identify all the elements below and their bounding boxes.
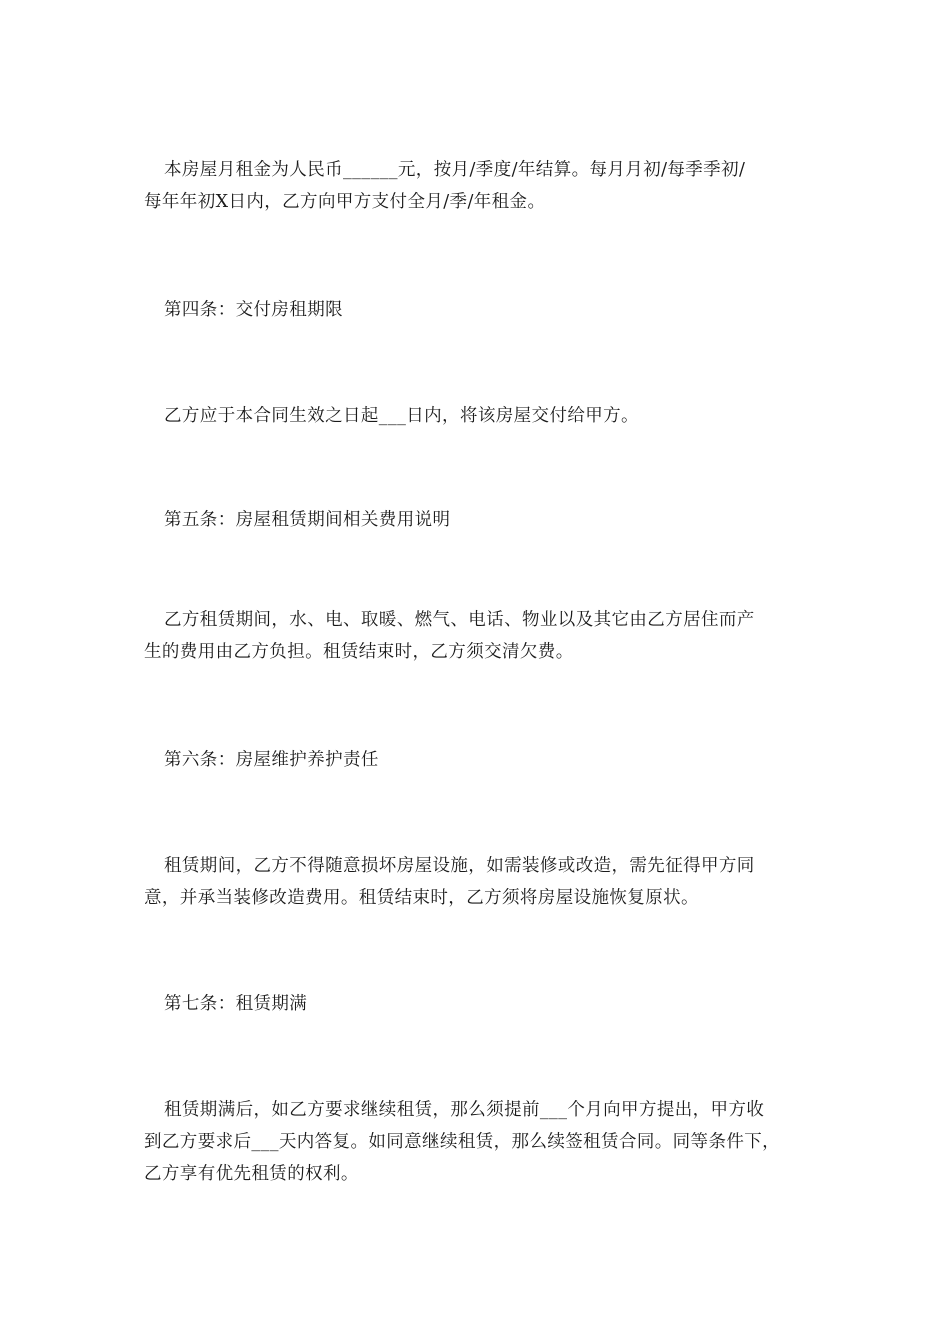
article-heading: 第六条：房屋维护养护责任 xyxy=(164,750,379,770)
paragraph-maintenance xyxy=(144,850,824,914)
paragraph-line: 本房屋月租金为人民币______元，按月/季度/年结算。每月月初/每季季初/ xyxy=(164,160,746,180)
paragraph-line: 到乙方要求后___天内答复。如同意继续租赁，那么续签租赁合同。同等条件下， xyxy=(144,1132,781,1152)
paragraph-rent-amount xyxy=(144,154,824,218)
heading-article-6 xyxy=(144,744,824,776)
paragraph-line: 租赁期间，乙方不得随意损坏房屋设施，如需装修或改造，需先征得甲方同 xyxy=(164,856,755,876)
paragraph-line: 租赁期满后，如乙方要求继续租赁，那么须提前___个月向甲方提出，甲方收 xyxy=(164,1100,765,1120)
heading-article-4 xyxy=(144,294,824,326)
heading-article-5 xyxy=(144,504,824,536)
paragraph-delivery-term xyxy=(144,400,824,432)
paragraph-expenses xyxy=(144,604,824,668)
paragraph-line: 生的费用由乙方负担。租赁结束时，乙方须交清欠费。 xyxy=(144,642,574,662)
paragraph-line: 意，并承当装修改造费用。租赁结束时，乙方须将房屋设施恢复原状。 xyxy=(144,888,699,908)
paragraph-lease-expiry xyxy=(144,1094,824,1190)
paragraph-line: 每年年初X日内，乙方向甲方支付全月/季/年租金。 xyxy=(144,192,546,212)
article-heading: 第四条：交付房租期限 xyxy=(164,300,343,320)
heading-article-7 xyxy=(144,988,824,1020)
paragraph-line: 乙方租赁期间，水、电、取暖、燃气、电话、物业以及其它由乙方居住而产 xyxy=(164,610,755,630)
paragraph-line: 乙方享有优先租赁的权利。 xyxy=(144,1164,359,1184)
paragraph-line: 乙方应于本合同生效之日起___日内，将该房屋交付给甲方。 xyxy=(164,406,639,426)
article-heading: 第五条：房屋租赁期间相关费用说明 xyxy=(164,510,451,530)
article-heading: 第七条：租赁期满 xyxy=(164,994,308,1014)
